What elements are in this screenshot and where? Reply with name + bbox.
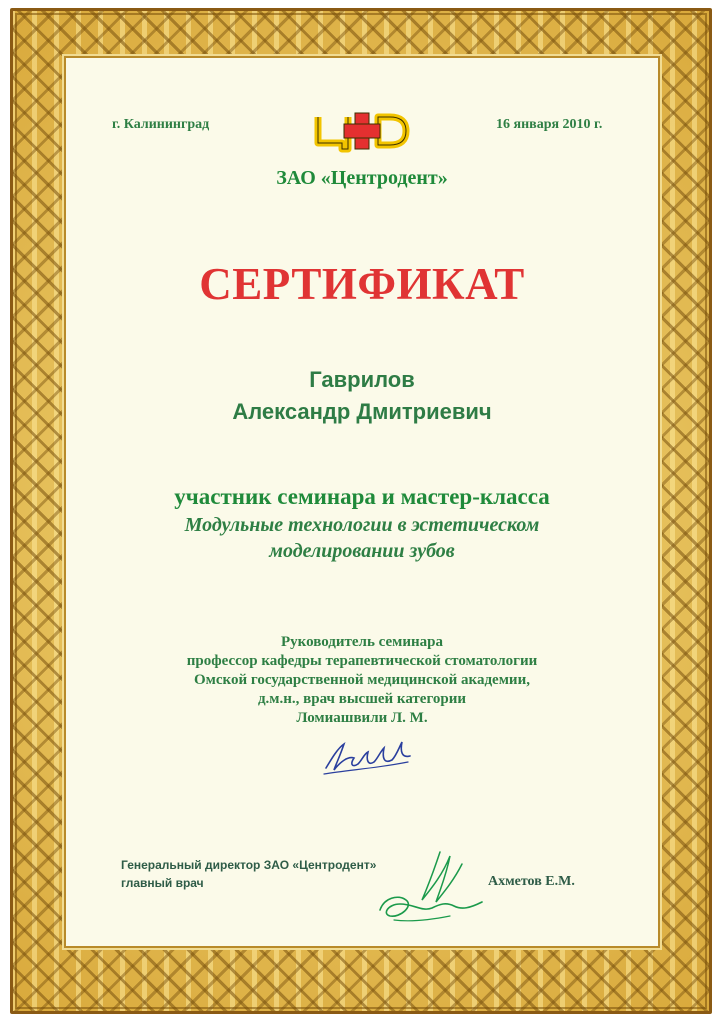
director-signature bbox=[370, 846, 488, 934]
leader-line: Омской государственной медицинской академии, bbox=[194, 672, 530, 688]
company-name: ЗАО «Центродент» bbox=[276, 167, 448, 189]
leader-line: д.м.н., врач высшей категории bbox=[257, 691, 467, 707]
leader-line: Руководитель семинара bbox=[281, 634, 443, 650]
date-label: 16 января 2010 г. bbox=[496, 117, 603, 132]
leader-line: профессор кафедры терапевтической стоматологии bbox=[186, 653, 538, 669]
city-label: г. Калининград bbox=[112, 117, 210, 132]
leader-signature bbox=[318, 728, 418, 784]
director-title bbox=[121, 856, 376, 892]
recipient-given-names: Александр Дмитриевич bbox=[232, 399, 492, 424]
certificate-title: СЕРТИФИКАТ bbox=[199, 259, 525, 309]
course-title-line: моделировании зубов bbox=[269, 540, 455, 562]
recipient-name bbox=[0, 364, 724, 428]
recipient-surname: Гаврилов bbox=[309, 367, 415, 392]
company-logo bbox=[312, 109, 410, 153]
director-role: главный врач bbox=[121, 876, 204, 890]
leader-name: Ломиашвили Л. М. bbox=[296, 710, 428, 726]
seminar-leader-block bbox=[0, 633, 724, 728]
logo-d-shape bbox=[378, 117, 406, 145]
director-name: Ахметов Е.М. bbox=[488, 874, 575, 889]
course-title-line: Модульные технологии в эстетическом bbox=[184, 514, 540, 536]
director-position: Генеральный директор ЗАО «Центродент» bbox=[121, 858, 377, 872]
course-title bbox=[0, 512, 724, 564]
participation-label: участник семинара и мастер-класса bbox=[174, 484, 550, 509]
